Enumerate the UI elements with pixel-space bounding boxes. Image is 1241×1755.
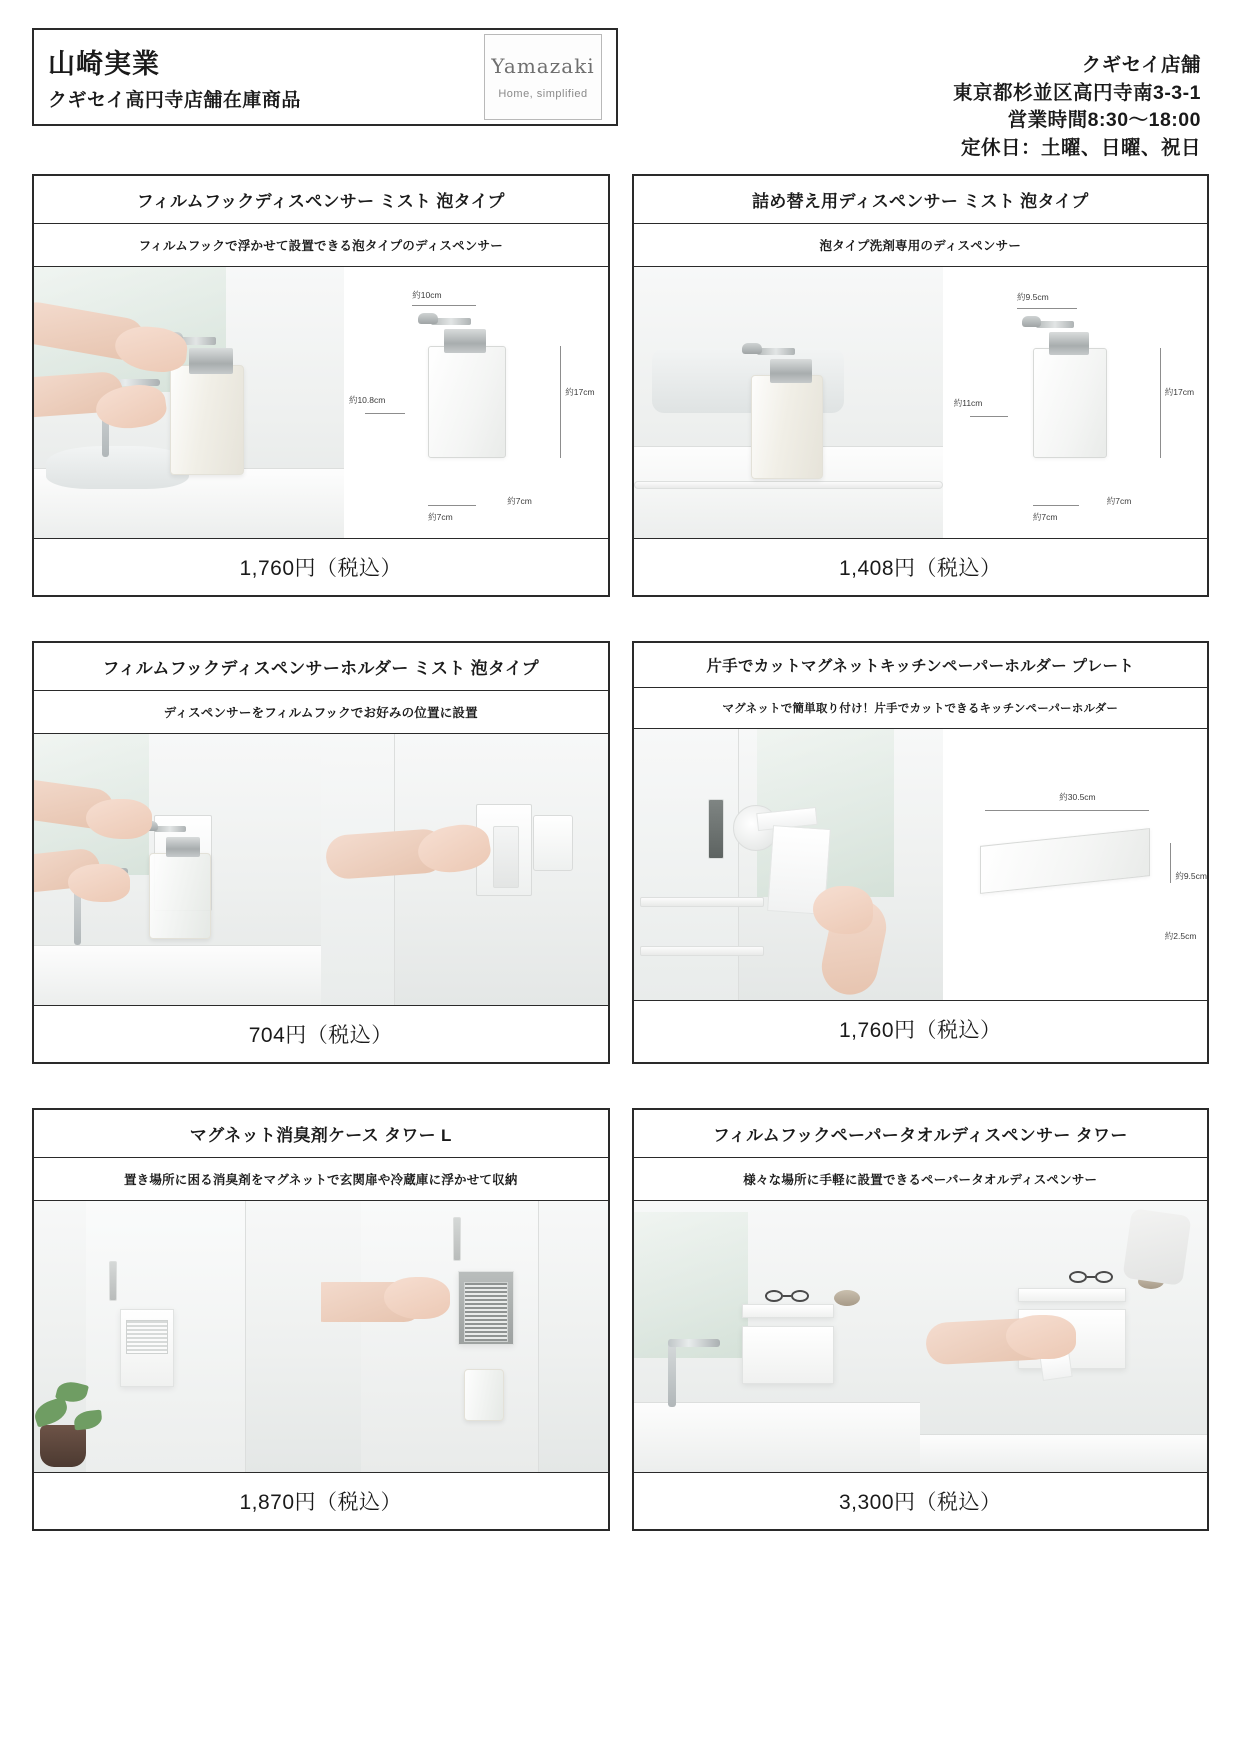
- product-price: 1,408円（税込）: [838, 557, 1002, 580]
- product-card[interactable]: [32, 1108, 610, 1531]
- product-images: [34, 734, 608, 1006]
- dim-width-2: 約7cm: [1106, 495, 1132, 506]
- product-description: 様々な場所に手軽に設置できるペーパータオルディスペンサー: [634, 1158, 1208, 1201]
- product-title: 片手でカットマグネットキッチンペーパーホルダー プレート: [634, 643, 1208, 688]
- product-photo-left: [34, 734, 321, 1005]
- product-price: 704円（税込）: [248, 1024, 393, 1047]
- page-header: [32, 28, 1209, 160]
- dim-width-2: 約7cm: [507, 495, 532, 506]
- product-description: 泡タイプ洗剤専用のディスペンサー: [634, 224, 1208, 267]
- product-photo: [634, 267, 944, 538]
- product-images: [634, 729, 1208, 1001]
- product-photo: [634, 729, 944, 1000]
- dim-top: 約10cm: [412, 289, 442, 300]
- dim-top: 約9.5cm: [1017, 292, 1049, 303]
- product-images: [34, 1201, 608, 1473]
- dim-height: 約9.5cm: [1175, 870, 1207, 881]
- product-description: 置き場所に困る消臭剤をマグネットで玄関扉や冷蔵庫に浮かせて収納: [34, 1158, 608, 1201]
- page-subtitle: クギセイ高円寺店舗在庫商品: [48, 90, 301, 111]
- dim-height: 約17cm: [1164, 387, 1195, 398]
- product-price: 1,760円（税込）: [239, 557, 403, 580]
- product-photo: [34, 267, 344, 538]
- dim-depth: 約10.8cm: [348, 395, 386, 406]
- store-address: 東京都杉並区高円寺南3-3-1: [952, 81, 1201, 104]
- dim-depth: 約2.5cm: [1164, 930, 1197, 941]
- product-photo-right: [321, 734, 608, 1005]
- dim-depth: 約11cm: [953, 398, 983, 409]
- shop-titles: [48, 42, 301, 112]
- store-name: クギセイ店舗: [1081, 54, 1201, 76]
- store-hours: 営業時間8:30〜18:00: [1007, 109, 1201, 132]
- product-dimension-diagram: [943, 267, 1207, 538]
- product-card[interactable]: [632, 1108, 1210, 1531]
- product-card[interactable]: [632, 174, 1210, 597]
- product-price: 1,760円（税込）: [838, 1019, 1002, 1042]
- dim-width-1: 約7cm: [1032, 511, 1058, 522]
- product-description: マグネットで簡単取り付け！片手でカットできるキッチンペーパーホルダー: [634, 688, 1208, 729]
- product-card[interactable]: [632, 641, 1210, 1064]
- product-photo-right: [321, 1201, 608, 1472]
- product-dimension-diagram: [344, 267, 608, 538]
- product-description: ディスペンサーをフィルムフックでお好みの位置に設置: [34, 691, 608, 734]
- store-closed-days: 定休日：土曜、日曜、祝日: [960, 137, 1201, 160]
- product-price: 3,300円（税込）: [838, 1491, 1002, 1514]
- store-identity-box: [32, 28, 618, 126]
- product-images: [634, 1201, 1208, 1473]
- product-card[interactable]: [32, 641, 610, 1064]
- product-description: フィルムフックで浮かせて設置できる泡タイプのディスペンサー: [34, 224, 608, 267]
- product-grid: [32, 174, 1209, 1531]
- dim-width-1: 約7cm: [428, 511, 453, 522]
- product-price: 1,870円（税込）: [239, 1491, 403, 1514]
- store-contact-block: [953, 28, 1209, 163]
- yamazaki-logo: [484, 34, 602, 120]
- product-card[interactable]: [32, 174, 610, 597]
- product-title: マグネット消臭剤ケース タワー L: [34, 1110, 608, 1158]
- product-images: [34, 267, 608, 539]
- product-title: 詰め替え用ディスペンサー ミスト 泡タイプ: [634, 176, 1208, 224]
- dim-width: 約30.5cm: [1059, 792, 1096, 803]
- logo-wordmark: Yamazaki: [491, 54, 595, 78]
- product-images: [634, 267, 1208, 539]
- company-name: 山崎実業: [48, 49, 160, 79]
- product-photo-left: [34, 1201, 321, 1472]
- product-photo-right: [920, 1201, 1207, 1472]
- product-title: フィルムフックディスペンサーホルダー ミスト 泡タイプ: [34, 643, 608, 691]
- product-dimension-diagram: [943, 729, 1207, 1000]
- dim-height: 約17cm: [565, 387, 595, 398]
- product-title: フィルムフックディスペンサー ミスト 泡タイプ: [34, 176, 608, 224]
- logo-tagline: Home, simplified: [498, 88, 588, 100]
- product-title: フィルムフックペーパータオルディスペンサー タワー: [634, 1110, 1208, 1158]
- product-photo-left: [634, 1201, 921, 1472]
